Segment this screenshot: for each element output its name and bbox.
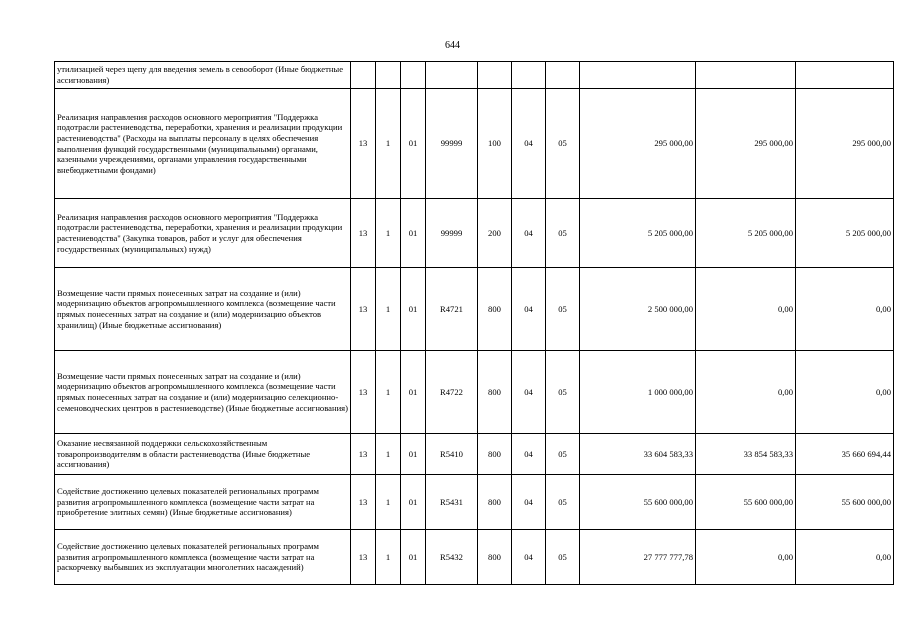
amount-year-3: 55 600 000,00 xyxy=(796,475,894,530)
row-description: Реализация направления расходов основного мероприятия "Поддержка подотрасли растениеводства, переработки, хранения и реализации продукции растениеводства" (Закупка товаров, работ и услуг для обеспечения государственных (муниципальных) нужд) xyxy=(55,199,351,268)
subsection-code: 05 xyxy=(546,199,580,268)
amount-year-2: 33 854 583,33 xyxy=(696,434,796,475)
amount-year-3: 0,00 xyxy=(796,530,894,585)
table-row xyxy=(55,268,894,351)
direction-code: R5410 xyxy=(426,434,478,475)
row-description: Реализация направления расходов основного мероприятия "Поддержка подотрасли растениеводства, переработки, хранения и реализации продукции растениеводства" (Расходы на выплаты персоналу в целях обеспечения выполнения функций государственными (муниципальными) органами, казенными учреждениями, органами управления государственными внебюджетными фондами) xyxy=(55,89,351,199)
table-body xyxy=(55,62,894,585)
subsection-code: 05 xyxy=(546,475,580,530)
direction-code: R4722 xyxy=(426,351,478,434)
amount-year-1: 2 500 000,00 xyxy=(580,268,696,351)
budget-table xyxy=(54,61,894,585)
amount-year-2: 55 600 000,00 xyxy=(696,475,796,530)
table-row xyxy=(55,475,894,530)
amount-year-3: 35 660 694,44 xyxy=(796,434,894,475)
subsection-code: 05 xyxy=(546,434,580,475)
table-row xyxy=(55,434,894,475)
chapter-code: 04 xyxy=(512,199,546,268)
amount-year-1: 55 600 000,00 xyxy=(580,475,696,530)
subsection-code: 05 xyxy=(546,89,580,199)
event-code: 01 xyxy=(401,268,426,351)
direction-code xyxy=(426,62,478,89)
amount-year-1: 1 000 000,00 xyxy=(580,351,696,434)
subprogram-code: 1 xyxy=(376,268,401,351)
section-code: 13 xyxy=(351,89,376,199)
event-code: 01 xyxy=(401,351,426,434)
amount-year-3 xyxy=(796,62,894,89)
chapter-code: 04 xyxy=(512,268,546,351)
chapter-code: 04 xyxy=(512,475,546,530)
section-code: 13 xyxy=(351,530,376,585)
amount-year-2: 295 000,00 xyxy=(696,89,796,199)
direction-code: R5432 xyxy=(426,530,478,585)
expense-type-code: 800 xyxy=(478,351,512,434)
amount-year-3: 5 205 000,00 xyxy=(796,199,894,268)
amount-year-1 xyxy=(580,62,696,89)
subprogram-code: 1 xyxy=(376,199,401,268)
chapter-code: 04 xyxy=(512,530,546,585)
chapter-code: 04 xyxy=(512,351,546,434)
row-description: Содействие достижению целевых показателей региональных программ развития агропромышленного комплекса (возмещение части затрат на раскорчевку выбывших из эксплуатации многолетних насаждений) xyxy=(55,530,351,585)
expense-type-code: 100 xyxy=(478,89,512,199)
subprogram-code: 1 xyxy=(376,434,401,475)
subprogram-code: 1 xyxy=(376,475,401,530)
page-number: 644 xyxy=(445,40,460,51)
event-code: 01 xyxy=(401,89,426,199)
amount-year-1: 33 604 583,33 xyxy=(580,434,696,475)
amount-year-1: 5 205 000,00 xyxy=(580,199,696,268)
expense-type-code: 800 xyxy=(478,434,512,475)
amount-year-2 xyxy=(696,62,796,89)
subsection-code: 05 xyxy=(546,530,580,585)
event-code: 01 xyxy=(401,199,426,268)
direction-code: R4721 xyxy=(426,268,478,351)
row-description: Содействие достижению целевых показателей региональных программ развития агропромышленного комплекса (возмещение части затрат на приобретение элитных семян) (Иные бюджетные ассигнования) xyxy=(55,475,351,530)
table-row xyxy=(55,62,894,89)
section-code: 13 xyxy=(351,475,376,530)
amount-year-3: 0,00 xyxy=(796,268,894,351)
amount-year-2: 0,00 xyxy=(696,530,796,585)
expense-type-code: 800 xyxy=(478,475,512,530)
expense-type-code: 800 xyxy=(478,530,512,585)
subprogram-code: 1 xyxy=(376,89,401,199)
amount-year-1: 295 000,00 xyxy=(580,89,696,199)
direction-code: R5431 xyxy=(426,475,478,530)
row-description: Возмещение части прямых понесенных затрат на создание и (или) модернизацию объектов агропромышленного комплекса (возмещение части прямых понесенных затрат на создание и (или) модернизацию объектов хранилищ) (Иные бюджетные ассигнования) xyxy=(55,268,351,351)
table-row xyxy=(55,530,894,585)
amount-year-1: 27 777 777,78 xyxy=(580,530,696,585)
chapter-code: 04 xyxy=(512,89,546,199)
event-code: 01 xyxy=(401,434,426,475)
section-code xyxy=(351,62,376,89)
table-row xyxy=(55,89,894,199)
event-code xyxy=(401,62,426,89)
subprogram-code: 1 xyxy=(376,351,401,434)
chapter-code xyxy=(512,62,546,89)
row-description: Возмещение части прямых понесенных затрат на создание и (или) модернизацию объектов агропромышленного комплекса (возмещение части прямых понесенных затрат на создание и (или) модернизацию селекционно-семеноводческих центров в растениеводстве) (Иные бюджетные ассигнования) xyxy=(55,351,351,434)
section-code: 13 xyxy=(351,268,376,351)
event-code: 01 xyxy=(401,530,426,585)
row-description: Оказание несвязанной поддержки сельскохозяйственным товаропроизводителям в области растениеводства (Иные бюджетные ассигнования) xyxy=(55,434,351,475)
amount-year-2: 5 205 000,00 xyxy=(696,199,796,268)
chapter-code: 04 xyxy=(512,434,546,475)
section-code: 13 xyxy=(351,351,376,434)
event-code: 01 xyxy=(401,475,426,530)
section-code: 13 xyxy=(351,199,376,268)
amount-year-2: 0,00 xyxy=(696,268,796,351)
subprogram-code: 1 xyxy=(376,530,401,585)
subprogram-code xyxy=(376,62,401,89)
expense-type-code: 800 xyxy=(478,268,512,351)
table-row xyxy=(55,351,894,434)
direction-code: 99999 xyxy=(426,199,478,268)
table-row xyxy=(55,199,894,268)
amount-year-3: 0,00 xyxy=(796,351,894,434)
amount-year-2: 0,00 xyxy=(696,351,796,434)
amount-year-3: 295 000,00 xyxy=(796,89,894,199)
row-description: утилизацией через щепу для введения земель в севооборот (Иные бюджетные ассигнования) xyxy=(55,62,351,89)
subsection-code xyxy=(546,62,580,89)
section-code: 13 xyxy=(351,434,376,475)
direction-code: 99999 xyxy=(426,89,478,199)
subsection-code: 05 xyxy=(546,268,580,351)
expense-type-code: 200 xyxy=(478,199,512,268)
subsection-code: 05 xyxy=(546,351,580,434)
expense-type-code xyxy=(478,62,512,89)
